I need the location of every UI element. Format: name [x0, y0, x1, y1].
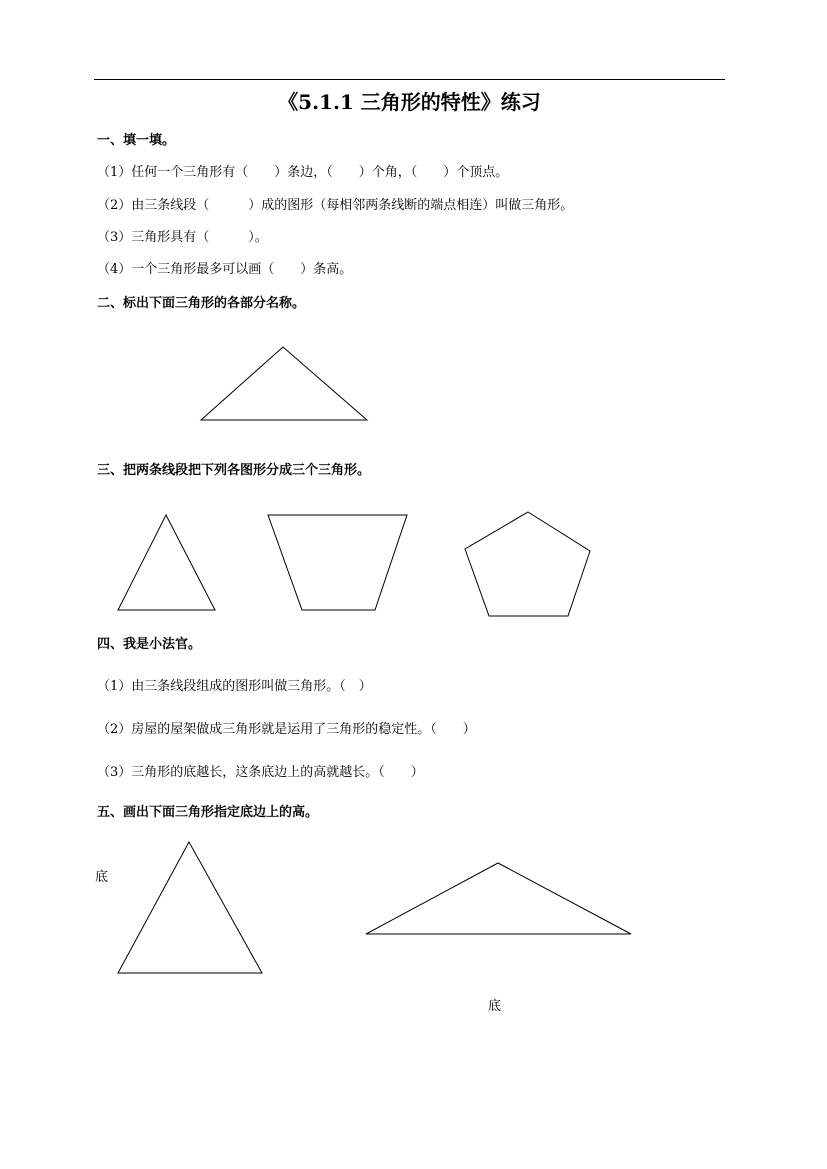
section4-heading: 四、我是小法官。 — [97, 637, 202, 652]
section1-item-4: （4）一个三角形最多可以画（ ）条高。 — [97, 262, 353, 277]
section5-triangle-left — [118, 842, 262, 973]
section2-heading: 二、标出下面三角形的各部分名称。 — [97, 296, 306, 311]
section1-item-1: （1）任何一个三角形有（ ）条边，（ ）个角，（ ）个顶点。 — [97, 165, 509, 180]
section3-triangle — [118, 515, 215, 610]
section3-trapezoid — [268, 515, 407, 610]
section2-triangle — [201, 347, 367, 420]
section5-heading: 五、画出下面三角形指定底边上的高。 — [97, 805, 319, 820]
section3-pentagon — [465, 512, 590, 616]
section4-item-1: （1）由三条线段组成的图形叫做三角形。（ ） — [97, 679, 372, 694]
base-label-right: 底 — [488, 999, 502, 1014]
section1-item-2: （2）由三条线段（ ）成的图形（每相邻两条线断的端点相连）叫做三角形。 — [97, 198, 574, 213]
page-title: 《5.1.1 三角形的特性》练习 — [278, 90, 541, 114]
section4-item-2: （2）房屋的屋架做成三角形就是运用了三角形的稳定性。（ ） — [97, 722, 476, 737]
section1-item-3: （3）三角形具有（ ）。 — [97, 230, 268, 245]
section5-triangle-right — [366, 863, 631, 934]
section3-heading: 三、把两条线段把下列各图形分成三个三角形。 — [97, 463, 371, 478]
base-label-left: 底 — [95, 870, 109, 885]
section1-heading: 一、填一填。 — [97, 133, 176, 148]
section4-item-3: （3）三角形的底越长，这条底边上的高就越长。（ ） — [97, 765, 424, 780]
